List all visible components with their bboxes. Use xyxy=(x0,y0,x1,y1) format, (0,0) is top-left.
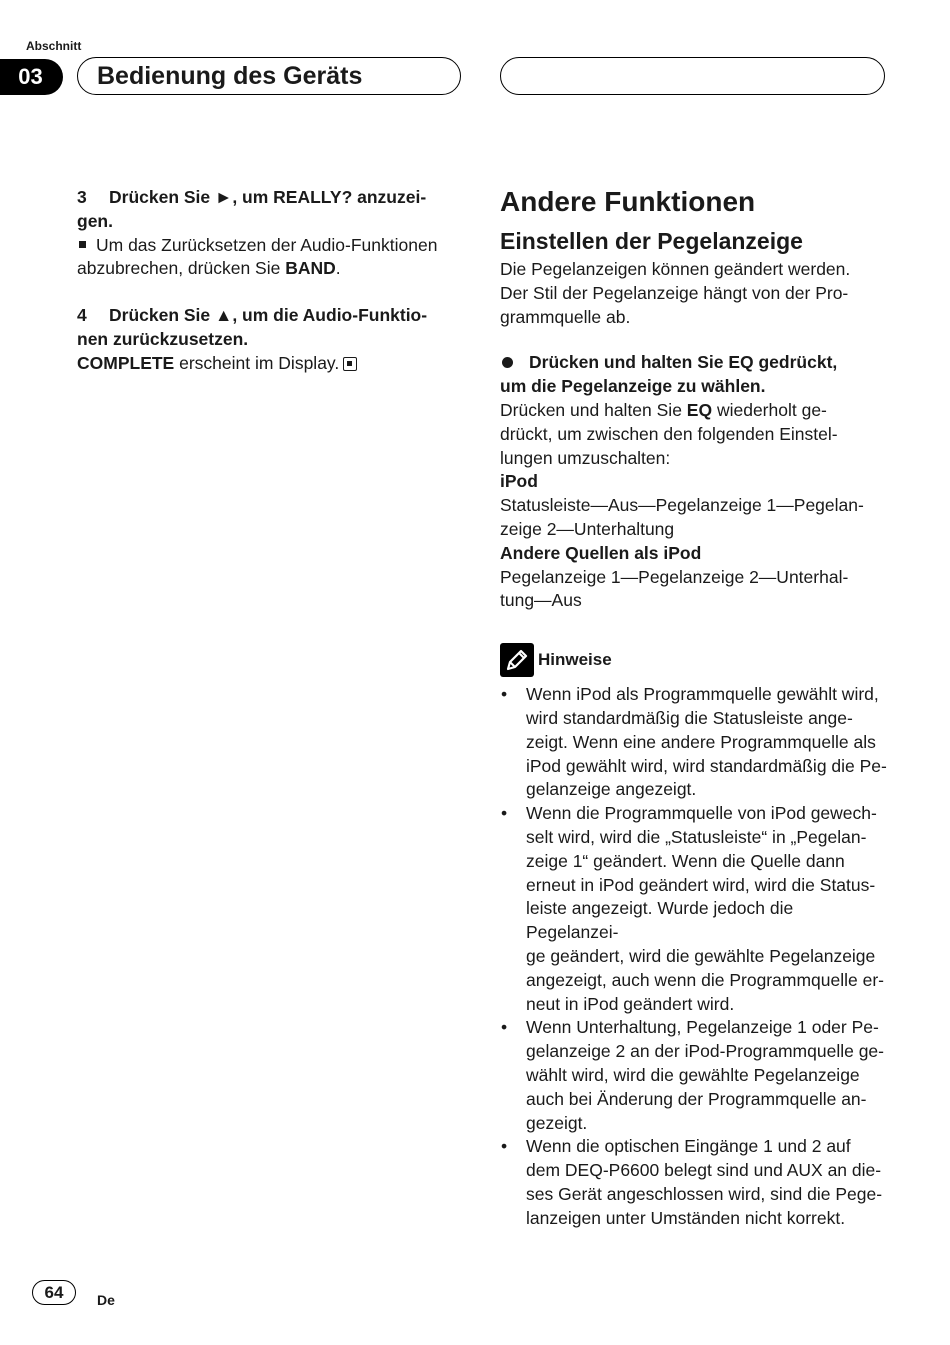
note-line: dem DEQ-P6600 belegt sind und AUX an die- xyxy=(526,1160,882,1181)
note-item xyxy=(500,802,890,1016)
body-line: drückt, um zwischen den folgenden Einstel- xyxy=(500,423,838,444)
note-line: lanzeigen unter Umständen nicht korrekt. xyxy=(526,1207,846,1228)
instruction-body xyxy=(500,399,890,613)
chapter-title-text: Bedienung des Geräts xyxy=(97,61,363,90)
right-column xyxy=(500,184,890,1230)
note-item xyxy=(500,1016,890,1135)
note-line: gezeigt. xyxy=(526,1112,588,1133)
note-line: Wenn iPod als Programmquelle gewählt wird, xyxy=(526,684,879,705)
language-code: De xyxy=(97,1292,115,1308)
note-square-icon xyxy=(79,241,86,248)
notes-header xyxy=(500,643,890,677)
body-line: wiederholt ge- xyxy=(712,399,827,420)
ipod-sequence-line: Statusleiste—Aus—Pegelanzeige 1—Pegelan- xyxy=(500,495,864,516)
note-line: leiste angezeigt. Wurde jedoch die Pegelanzei- xyxy=(526,898,794,943)
step-3-heading xyxy=(77,186,457,234)
note-line: angezeigt, auch wenn die Programmquelle er- xyxy=(526,969,884,990)
step-3-note-end: . xyxy=(335,258,341,279)
notes-title: Hinweise xyxy=(538,650,612,670)
chapter-title xyxy=(77,57,461,95)
end-of-section-icon xyxy=(343,357,357,371)
note-line: gelanzeige 2 an der iPod-Programmquelle ge- xyxy=(526,1041,884,1062)
note-item xyxy=(500,1135,890,1230)
note-line: neut in iPod geändert wird. xyxy=(526,993,735,1014)
note-line: zeige 1“ geändert. Wenn die Quelle dann xyxy=(526,850,845,871)
subsection-title: Einstellen der Pegelanzeige xyxy=(500,228,803,254)
note-line: auch bei Änderung der Programmquelle an- xyxy=(526,1088,867,1109)
note-line: wählt wird, wird die gewählte Pegelanzeige xyxy=(526,1064,860,1085)
instruction-heading-line1: Drücken und halten Sie EQ gedrückt, xyxy=(529,352,838,373)
ipod-label: iPod xyxy=(500,471,538,492)
note-line: erneut in iPod geändert wird, wird die Status- xyxy=(526,874,876,895)
intro-line: Der Stil der Pegelanzeige hängt von der Pro- xyxy=(500,282,849,303)
left-column xyxy=(77,186,457,376)
note-line: iPod gewählt wird, wird standardmäßig die Pe- xyxy=(526,755,887,776)
step-4-heading-line2: nen zurückzusetzen. xyxy=(77,328,249,349)
note-line: Wenn Unterhaltung, Pegelanzeige 1 oder Pe- xyxy=(526,1017,879,1038)
step-4-body xyxy=(77,352,457,376)
body-line: lungen umzuschalten: xyxy=(500,447,671,468)
step-4-body-text: erscheint im Display. xyxy=(174,352,340,373)
note-line: selt wird, wird die „Statusleiste“ in „Pegelan- xyxy=(526,826,867,847)
note-line: Wenn die optischen Eingänge 1 und 2 auf xyxy=(526,1136,851,1157)
step-3-number: 3 xyxy=(77,187,87,207)
step-3-note-line1: Um das Zurücksetzen der Audio-Funktionen xyxy=(96,234,438,255)
step-4-heading xyxy=(77,304,457,352)
bullet-dot-icon xyxy=(502,357,513,368)
intro-line: grammquelle ab. xyxy=(500,306,631,327)
step-4-number: 4 xyxy=(77,305,87,326)
chapter-number-badge: 03 xyxy=(0,59,63,95)
page-number: 64 xyxy=(32,1280,76,1305)
note-line: Wenn die Programmquelle von iPod gewech- xyxy=(526,803,877,824)
intro-paragraph xyxy=(500,258,890,329)
step-3-heading-line2: gen. xyxy=(77,210,113,231)
body-line: Drücken und halten Sie xyxy=(500,399,687,420)
other-sequence-line: Pegelanzeige 1—Pegelanzeige 2—Unterhal- xyxy=(500,566,849,587)
note-item xyxy=(500,683,890,802)
notes-list xyxy=(500,683,890,1230)
step-3-note-line2: abzubrechen, drücken Sie xyxy=(77,258,286,279)
note-line: gelanzeige angezeigt. xyxy=(526,779,697,800)
instruction-heading-line2: um die Pegelanzeige zu wählen. xyxy=(500,376,766,397)
intro-line: Die Pegelanzeigen können geändert werden. xyxy=(500,259,851,279)
note-line: wird standardmäßig die Statusleiste ange- xyxy=(526,707,853,728)
eq-keyword: EQ xyxy=(686,399,713,420)
section-label: Abschnitt xyxy=(26,39,82,53)
section-title: Andere Funktionen xyxy=(500,186,756,217)
instruction-heading xyxy=(500,351,890,399)
other-sources-label: Andere Quellen als iPod xyxy=(500,542,702,563)
header-empty-box xyxy=(500,57,885,95)
step-4-heading-line1: Drücken Sie ▲, um die Audio-Funktio- xyxy=(109,305,428,326)
complete-keyword: COMPLETE xyxy=(77,352,175,373)
step-3-note xyxy=(77,234,457,282)
ipod-sequence-line: zeige 2—Unterhaltung xyxy=(500,518,675,539)
step-3-heading-line1: Drücken Sie ►, um REALLY? anzuzei- xyxy=(109,187,427,207)
pencil-note-icon xyxy=(500,643,534,677)
note-line: ge geändert, wird die gewählte Pegelanzeige xyxy=(526,945,876,966)
other-sequence-line: tung—Aus xyxy=(500,590,582,611)
note-line: zeigt. Wenn eine andere Programmquelle als xyxy=(526,731,876,752)
note-line: ses Gerät angeschlossen wird, sind die Pege- xyxy=(526,1183,883,1204)
band-keyword: BAND xyxy=(285,258,336,279)
